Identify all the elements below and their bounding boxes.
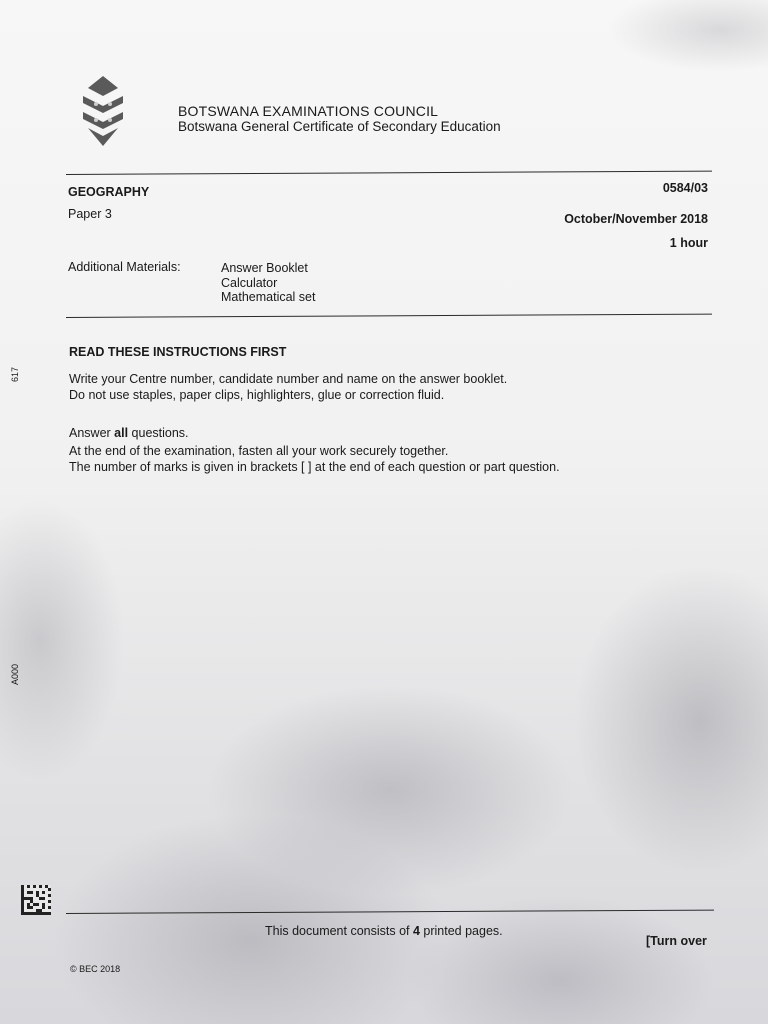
certificate-name: Botswana General Certificate of Secondary Education	[178, 119, 501, 134]
copyright-notice: © BEC 2018	[70, 964, 121, 974]
datamatrix-barcode-icon	[21, 884, 51, 916]
syllabus-code: 0584/03	[662, 181, 708, 195]
subject-title: GEOGRAPHY	[68, 185, 150, 199]
instruction-emphasis: all	[114, 426, 129, 440]
exam-session: October/November 2018	[564, 212, 708, 226]
page-count-text: printed pages.	[419, 924, 503, 938]
paper-number: Paper 3	[68, 207, 112, 221]
additional-materials-label: Additional Materials:	[68, 260, 181, 274]
instruction-line: Do not use staples, paper clips, highlighters, glue or correction fluid.	[69, 388, 445, 402]
instruction-line: The number of marks is given in brackets [ ] at the end of each question or part question.	[69, 460, 560, 474]
side-code-top: 617	[10, 366, 20, 382]
instructions-heading: READ THESE INSTRUCTIONS FIRST	[69, 345, 287, 359]
additional-materials-list	[221, 261, 315, 305]
page-count-note	[265, 924, 503, 938]
instruction-text: questions.	[128, 426, 189, 440]
side-code-middle: A000	[10, 663, 20, 685]
council-name: BOTSWANA EXAMINATIONS COUNCIL	[178, 103, 439, 119]
material-item: Calculator	[221, 275, 278, 290]
page-count-text: This document consists of	[265, 924, 413, 938]
material-item: Mathematical set	[221, 290, 316, 304]
turn-over-label: [Turn over	[646, 934, 707, 948]
mid-divider	[66, 314, 712, 318]
top-divider	[66, 171, 712, 175]
instruction-text: Answer	[69, 426, 115, 440]
instruction-line	[69, 425, 189, 441]
page-count-number: 4	[412, 924, 420, 938]
material-item: Answer Booklet	[221, 261, 308, 275]
bottom-divider	[66, 910, 714, 914]
council-logo-icon	[78, 76, 128, 146]
exam-duration: 1 hour	[669, 236, 708, 250]
instruction-line: Write your Centre number, candidate number and name on the answer booklet.	[69, 372, 508, 386]
instruction-line: At the end of the examination, fasten all your work securely together.	[69, 444, 449, 458]
